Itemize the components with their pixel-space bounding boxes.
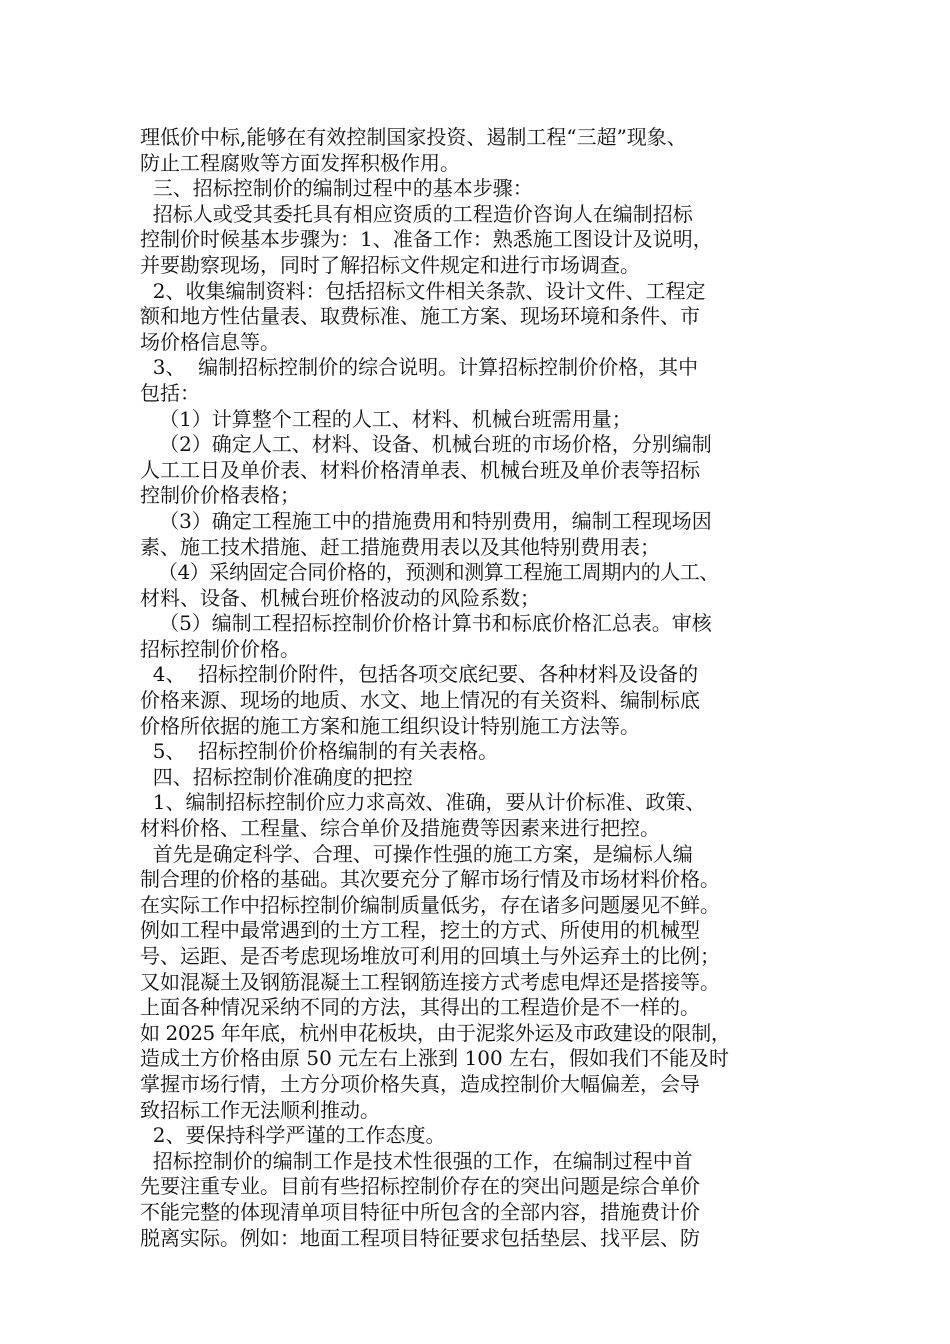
section-heading: 四、招标控制价准确度的把控: [140, 764, 413, 789]
text-line: 掌握市场行情，土方分项价格失真，造成控制价大幅偏差，会导: [140, 1071, 700, 1096]
list-item-line: （3）确定工程施工中的措施费用和特别费用，编制工程现场因: [140, 508, 712, 533]
list-item-line: （5）编制工程招标控制价价格计算书和标底价格汇总表。审核: [140, 611, 712, 636]
text-line: 招标控制价的编制工作是技术性很强的工作，在编制过程中首: [140, 1148, 693, 1173]
text-line: 防止工程腐败等方面发挥积极作用。: [140, 150, 460, 175]
text-line: 造成土方价格由原 50 元左右上涨到 100 左右，假如我们不能及时: [140, 1046, 730, 1071]
text-line: 4、 招标控制价附件，包括各项交底纪要、各种材料及设备的: [140, 662, 699, 687]
text-line: 上面各种情况采纳不同的方法，其得出的工程造价是不一样的。: [140, 995, 700, 1020]
text-line: 招标人或受其委托具有相应资质的工程造价咨询人在编制招标: [140, 201, 693, 226]
text-line: 不能完整的体现清单项目特征中所包含的全部内容，措施费计价: [140, 1199, 700, 1224]
text-line: 理低价中标,能够在有效控制国家投资、遏制工程“三超”现象、: [140, 125, 687, 149]
text-line: 招标控制价价格。: [140, 636, 300, 661]
text-line: 先要注重专业。目前有些招标控制价存在的突出问题是综合单价: [140, 1174, 700, 1199]
text-line: 首先是确定科学、合理、可操作性强的施工方案，是编标人编: [140, 841, 693, 866]
text-line: 控制价价格表格；: [140, 483, 300, 508]
text-line: 在实际工作中招标控制价编制质量低劣，存在诸多问题屡见不鲜。: [140, 892, 720, 917]
text-line: 又如混凝土及钢筋混凝土工程钢筋连接方式考虑电焊还是搭接等。: [140, 969, 720, 994]
text-line: 材料、设备、机械台班价格波动的风险系数；: [140, 585, 540, 610]
text-line: 价格所依据的施工方案和施工组织设计特别施工方法等。: [140, 713, 640, 738]
text-line: 并要勘察现场，同时了解招标文件规定和进行市场调查。: [140, 252, 640, 277]
text-line: 5、 招标控制价价格编制的有关表格。: [140, 739, 499, 764]
text-line: 如 2025 年年底，杭州申花板块，由于泥浆外运及市政建设的限制，: [140, 1020, 731, 1045]
text-line: 2、收集编制资料：包括招标文件相关条款、设计文件、工程定: [140, 278, 706, 303]
text-line: 3、 编制招标控制价的综合说明。计算招标控制价价格，其中: [140, 355, 699, 380]
text-line: 材料价格、工程量、综合单价及措施费等因素来进行把控。: [140, 816, 660, 841]
text-line: 脱离实际。例如：地面工程项目特征要求包括垫层、找平层、防: [140, 1225, 700, 1250]
text-line: 人工工日及单价表、材料价格清单表、机械台班及单价表等招标: [140, 457, 700, 482]
text-line: 号、运距、是否考虑现场堆放可利用的回填土与外运弃土的比例；: [140, 944, 720, 968]
text-line: 场价格信息等。: [140, 329, 280, 354]
list-item-line: （2）确定人工、材料、设备、机械台班的市场价格，分别编制: [140, 432, 712, 457]
document-body: [140, 125, 785, 1251]
text-line: 2、要保持科学严谨的工作态度。: [140, 1123, 446, 1148]
text-line: 包括：: [140, 380, 200, 405]
text-line: 致招标工作无法顺利推动。: [140, 1097, 380, 1122]
text-line: 价格来源、现场的地质、水文、地上情况的有关资料、编制标底: [140, 688, 700, 713]
list-item-line: （1）计算整个工程的人工、材料、机械台班需用量；: [140, 406, 632, 431]
text-line: 控制价时候基本步骤为：1、准备工作：熟悉施工图设计及说明，: [140, 227, 713, 252]
section-heading: 三、招标控制价的编制过程中的基本步骤：: [140, 176, 533, 201]
list-item-line: （4）采纳固定合同价格的，预测和测算工程施工周期内的人工、: [140, 560, 719, 585]
text-line: 素、施工技术措施、赶工措施费用表以及其他特别费用表；: [140, 534, 660, 559]
text-line: 例如工程中最常遇到的土方工程，挖土的方式、所使用的机械型: [140, 918, 700, 943]
text-line: 1、编制招标控制价应力求高效、准确，要从计价标准、政策、: [140, 790, 706, 815]
text-line: 制合理的价格的基础。其次要充分了解市场行情及市场材料价格。: [140, 867, 720, 892]
text-line: 额和地方性估量表、取费标准、施工方案、现场环境和条件、市: [140, 304, 700, 329]
